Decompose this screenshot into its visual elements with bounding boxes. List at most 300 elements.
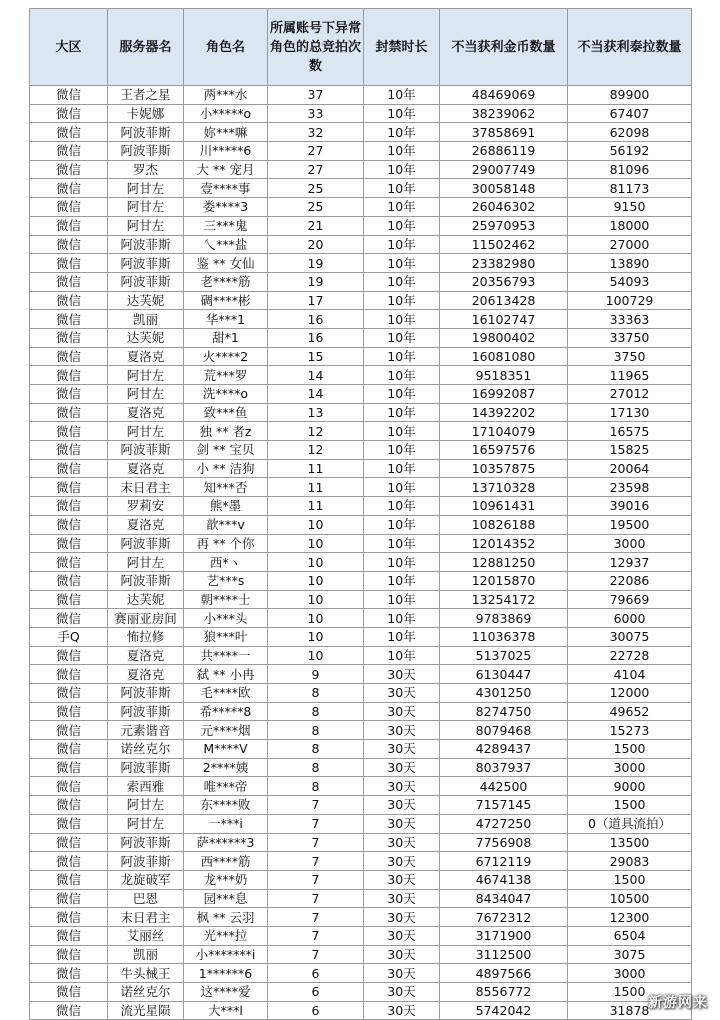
cell-gold-amount: 4289437	[440, 740, 568, 759]
table-row	[30, 160, 692, 179]
cell-tera-amount: 23598	[568, 478, 692, 497]
cell-character: 再 ** 个你	[184, 534, 268, 553]
cell-server: 王者之星	[108, 86, 184, 105]
cell-region: 微信	[30, 272, 108, 291]
cell-tera-amount: 4104	[568, 665, 692, 684]
cell-tera-amount: 13890	[568, 254, 692, 273]
cell-character: 娄****3	[184, 198, 268, 217]
table-row	[30, 441, 692, 460]
cell-tera-amount: 17130	[568, 403, 692, 422]
cell-character: 壹****事	[184, 179, 268, 198]
cell-auction-count: 19	[268, 254, 364, 273]
cell-tera-amount: 10500	[568, 889, 692, 908]
cell-server: 夏洛克	[108, 665, 184, 684]
cell-server: 阿甘左	[108, 366, 184, 385]
cell-tera-amount: 31878	[568, 1001, 692, 1020]
cell-character: 希*****8	[184, 702, 268, 721]
cell-tera-amount: 81173	[568, 179, 692, 198]
cell-gold-amount: 25970953	[440, 216, 568, 235]
table-row	[30, 328, 692, 347]
table-row	[30, 497, 692, 516]
cell-character: 小 ** 洁狗	[184, 459, 268, 478]
cell-ban-duration: 30天	[364, 740, 440, 759]
header-gold-amount: 不当获利金币数量	[440, 9, 568, 86]
cell-region: 微信	[30, 216, 108, 235]
cell-auction-count: 10	[268, 571, 364, 590]
cell-server: 索西雅	[108, 777, 184, 796]
cell-auction-count: 13	[268, 403, 364, 422]
cell-character: 弑 ** 小冉	[184, 665, 268, 684]
cell-gold-amount: 9518351	[440, 366, 568, 385]
cell-server: 凯丽	[108, 945, 184, 964]
cell-gold-amount: 20356793	[440, 272, 568, 291]
cell-auction-count: 16	[268, 328, 364, 347]
cell-server: 阿甘左	[108, 216, 184, 235]
cell-character: 小***头	[184, 609, 268, 628]
table-row	[30, 478, 692, 497]
cell-ban-duration: 10年	[364, 272, 440, 291]
cell-tera-amount: 33750	[568, 328, 692, 347]
cell-tera-amount: 22728	[568, 646, 692, 665]
cell-ban-duration: 10年	[364, 291, 440, 310]
cell-character: 碉****彬	[184, 291, 268, 310]
cell-server: 末日君主	[108, 908, 184, 927]
cell-ban-duration: 10年	[364, 553, 440, 572]
cell-auction-count: 8	[268, 740, 364, 759]
cell-region: 微信	[30, 347, 108, 366]
cell-character: 乀***盐	[184, 235, 268, 254]
cell-region: 微信	[30, 160, 108, 179]
cell-ban-duration: 30天	[364, 964, 440, 983]
table-row	[30, 814, 692, 833]
cell-character: 小*****o	[184, 104, 268, 123]
table-row	[30, 646, 692, 665]
cell-ban-duration: 10年	[364, 254, 440, 273]
cell-ban-duration: 10年	[364, 478, 440, 497]
cell-gold-amount: 48469069	[440, 86, 568, 105]
cell-server: 阿波菲斯	[108, 441, 184, 460]
cell-server: 夏洛克	[108, 646, 184, 665]
cell-ban-duration: 30天	[364, 777, 440, 796]
cell-character: 洗****o	[184, 385, 268, 404]
cell-tera-amount: 3750	[568, 347, 692, 366]
cell-tera-amount: 3000	[568, 964, 692, 983]
cell-ban-duration: 30天	[364, 926, 440, 945]
cell-auction-count: 12	[268, 441, 364, 460]
cell-gold-amount: 17104079	[440, 422, 568, 441]
cell-server: 阿甘左	[108, 422, 184, 441]
cell-tera-amount: 22086	[568, 571, 692, 590]
cell-tera-amount: 1500	[568, 740, 692, 759]
cell-gold-amount: 12015870	[440, 571, 568, 590]
cell-region: 微信	[30, 964, 108, 983]
cell-character: 共****一	[184, 646, 268, 665]
table-row	[30, 721, 692, 740]
cell-server: 阿甘左	[108, 814, 184, 833]
cell-server: 艾丽丝	[108, 926, 184, 945]
cell-character: 唯***帝	[184, 777, 268, 796]
cell-server: 阿波菲斯	[108, 684, 184, 703]
cell-gold-amount: 10357875	[440, 459, 568, 478]
cell-ban-duration: 10年	[364, 160, 440, 179]
cell-tera-amount: 6504	[568, 926, 692, 945]
cell-gold-amount: 30058148	[440, 179, 568, 198]
cell-server: 凯丽	[108, 310, 184, 329]
table-row	[30, 796, 692, 815]
header-tera-amount: 不当获利泰拉数量	[568, 9, 692, 86]
ban-list-table	[29, 8, 692, 1020]
cell-gold-amount: 13254172	[440, 590, 568, 609]
cell-character: 西*ヽ	[184, 553, 268, 572]
cell-ban-duration: 30天	[364, 870, 440, 889]
cell-tera-amount: 1500	[568, 796, 692, 815]
cell-server: 阿波菲斯	[108, 272, 184, 291]
cell-gold-amount: 38239062	[440, 104, 568, 123]
ban-list-table-container	[29, 8, 691, 1020]
table-row	[30, 908, 692, 927]
cell-auction-count: 6	[268, 964, 364, 983]
cell-character: 光***拉	[184, 926, 268, 945]
cell-auction-count: 21	[268, 216, 364, 235]
cell-gold-amount: 37858691	[440, 123, 568, 142]
cell-region: 微信	[30, 908, 108, 927]
table-row	[30, 272, 692, 291]
cell-auction-count: 7	[268, 833, 364, 852]
table-row	[30, 534, 692, 553]
cell-region: 微信	[30, 740, 108, 759]
cell-character: 枫 ** 云羽	[184, 908, 268, 927]
cell-server: 阿波菲斯	[108, 702, 184, 721]
cell-ban-duration: 10年	[364, 179, 440, 198]
cell-server: 阿波菲斯	[108, 758, 184, 777]
cell-character: 剑 ** 宝贝	[184, 441, 268, 460]
header-region: 大区	[30, 9, 108, 86]
cell-auction-count: 32	[268, 123, 364, 142]
cell-auction-count: 7	[268, 796, 364, 815]
table-header-row	[30, 9, 692, 86]
cell-character: 川*****6	[184, 142, 268, 161]
cell-tera-amount: 0（道具流拍）	[568, 814, 692, 833]
cell-gold-amount: 5137025	[440, 646, 568, 665]
cell-region: 微信	[30, 590, 108, 609]
cell-region: 微信	[30, 796, 108, 815]
cell-gold-amount: 4727250	[440, 814, 568, 833]
cell-region: 微信	[30, 814, 108, 833]
cell-region: 微信	[30, 478, 108, 497]
table-row	[30, 403, 692, 422]
cell-region: 手Q	[30, 627, 108, 646]
table-body	[30, 86, 692, 1020]
cell-region: 微信	[30, 123, 108, 142]
cell-auction-count: 11	[268, 459, 364, 478]
cell-auction-count: 10	[268, 515, 364, 534]
cell-auction-count: 27	[268, 160, 364, 179]
cell-server: 赛丽亚房间	[108, 609, 184, 628]
cell-gold-amount: 16081080	[440, 347, 568, 366]
cell-ban-duration: 30天	[364, 702, 440, 721]
table-row	[30, 459, 692, 478]
cell-ban-duration: 30天	[364, 758, 440, 777]
cell-auction-count: 7	[268, 870, 364, 889]
cell-server: 阿波菲斯	[108, 254, 184, 273]
cell-region: 微信	[30, 534, 108, 553]
cell-region: 微信	[30, 142, 108, 161]
cell-gold-amount: 5742042	[440, 1001, 568, 1020]
cell-server: 阿波菲斯	[108, 123, 184, 142]
cell-auction-count: 25	[268, 179, 364, 198]
cell-gold-amount: 20613428	[440, 291, 568, 310]
cell-character: 鉴 ** 女仙	[184, 254, 268, 273]
cell-server: 阿波菲斯	[108, 534, 184, 553]
cell-character: 西****筋	[184, 852, 268, 871]
cell-ban-duration: 10年	[364, 86, 440, 105]
cell-auction-count: 10	[268, 534, 364, 553]
cell-server: 夏洛克	[108, 347, 184, 366]
cell-tera-amount: 9150	[568, 198, 692, 217]
cell-character: 华***1	[184, 310, 268, 329]
cell-server: 夏洛克	[108, 403, 184, 422]
cell-tera-amount: 11965	[568, 366, 692, 385]
cell-ban-duration: 30天	[364, 684, 440, 703]
cell-server: 阿波菲斯	[108, 833, 184, 852]
cell-region: 微信	[30, 721, 108, 740]
cell-gold-amount: 4897566	[440, 964, 568, 983]
table-row	[30, 684, 692, 703]
cell-character: 妳***嘛	[184, 123, 268, 142]
cell-auction-count: 33	[268, 104, 364, 123]
watermark: 新游网来	[648, 995, 708, 1011]
cell-gold-amount: 6712119	[440, 852, 568, 871]
cell-gold-amount: 12014352	[440, 534, 568, 553]
cell-gold-amount: 8037937	[440, 758, 568, 777]
cell-character: 歆***v	[184, 515, 268, 534]
table-row	[30, 571, 692, 590]
cell-tera-amount: 39016	[568, 497, 692, 516]
cell-gold-amount: 16102747	[440, 310, 568, 329]
table-row	[30, 627, 692, 646]
cell-ban-duration: 30天	[364, 908, 440, 927]
cell-region: 微信	[30, 870, 108, 889]
cell-region: 微信	[30, 777, 108, 796]
cell-server: 罗莉安	[108, 497, 184, 516]
cell-character: 大***l	[184, 1001, 268, 1020]
table-row	[30, 366, 692, 385]
cell-auction-count: 7	[268, 814, 364, 833]
cell-tera-amount: 1500	[568, 983, 692, 1002]
cell-server: 元素谐音	[108, 721, 184, 740]
cell-ban-duration: 10年	[364, 441, 440, 460]
cell-tera-amount: 54093	[568, 272, 692, 291]
cell-auction-count: 10	[268, 627, 364, 646]
cell-region: 微信	[30, 328, 108, 347]
table-row	[30, 852, 692, 871]
cell-gold-amount: 4674138	[440, 870, 568, 889]
table-row	[30, 758, 692, 777]
cell-gold-amount: 26886119	[440, 142, 568, 161]
cell-auction-count: 8	[268, 758, 364, 777]
cell-ban-duration: 30天	[364, 833, 440, 852]
cell-character: 一***i	[184, 814, 268, 833]
cell-region: 微信	[30, 852, 108, 871]
cell-server: 达芙妮	[108, 328, 184, 347]
cell-ban-duration: 30天	[364, 721, 440, 740]
table-row	[30, 422, 692, 441]
cell-region: 微信	[30, 684, 108, 703]
cell-character: 熊*墨	[184, 497, 268, 516]
cell-gold-amount: 16992087	[440, 385, 568, 404]
cell-tera-amount: 3000	[568, 758, 692, 777]
cell-gold-amount: 8434047	[440, 889, 568, 908]
cell-tera-amount: 6000	[568, 609, 692, 628]
cell-tera-amount: 3000	[568, 534, 692, 553]
cell-region: 微信	[30, 833, 108, 852]
cell-auction-count: 8	[268, 684, 364, 703]
cell-tera-amount: 19500	[568, 515, 692, 534]
cell-server: 罗杰	[108, 160, 184, 179]
table-row	[30, 347, 692, 366]
cell-character: 独 ** 者z	[184, 422, 268, 441]
cell-region: 微信	[30, 403, 108, 422]
table-row	[30, 926, 692, 945]
cell-server: 诺丝克尔	[108, 983, 184, 1002]
cell-tera-amount: 33363	[568, 310, 692, 329]
cell-region: 微信	[30, 609, 108, 628]
cell-character: 龙***奶	[184, 870, 268, 889]
table-row	[30, 515, 692, 534]
cell-ban-duration: 30天	[364, 852, 440, 871]
cell-region: 微信	[30, 926, 108, 945]
cell-server: 流光星陨	[108, 1001, 184, 1020]
header-ban-duration: 封禁时长	[364, 9, 440, 86]
header-character: 角色名	[184, 9, 268, 86]
cell-server: 巴恩	[108, 889, 184, 908]
cell-auction-count: 7	[268, 889, 364, 908]
cell-character: 1******6	[184, 964, 268, 983]
cell-tera-amount: 62098	[568, 123, 692, 142]
cell-tera-amount: 100729	[568, 291, 692, 310]
cell-tera-amount: 16575	[568, 422, 692, 441]
cell-auction-count: 8	[268, 721, 364, 740]
table-row	[30, 740, 692, 759]
cell-region: 微信	[30, 758, 108, 777]
cell-server: 阿甘左	[108, 198, 184, 217]
table-row	[30, 665, 692, 684]
cell-ban-duration: 30天	[364, 665, 440, 684]
cell-ban-duration: 10年	[364, 403, 440, 422]
cell-region: 微信	[30, 441, 108, 460]
cell-server: 诺丝克尔	[108, 740, 184, 759]
table-row	[30, 833, 692, 852]
cell-ban-duration: 10年	[364, 646, 440, 665]
cell-gold-amount: 11036378	[440, 627, 568, 646]
cell-region: 微信	[30, 945, 108, 964]
cell-region: 微信	[30, 459, 108, 478]
cell-region: 微信	[30, 983, 108, 1002]
cell-ban-duration: 10年	[364, 627, 440, 646]
cell-ban-duration: 30天	[364, 889, 440, 908]
cell-gold-amount: 13710328	[440, 478, 568, 497]
cell-auction-count: 6	[268, 983, 364, 1002]
cell-tera-amount: 27000	[568, 235, 692, 254]
table-row	[30, 553, 692, 572]
cell-gold-amount: 10961431	[440, 497, 568, 516]
cell-tera-amount: 3075	[568, 945, 692, 964]
cell-character: 老****筋	[184, 272, 268, 291]
cell-ban-duration: 10年	[364, 310, 440, 329]
cell-gold-amount: 12881250	[440, 553, 568, 572]
cell-character: M****V	[184, 740, 268, 759]
cell-tera-amount: 15273	[568, 721, 692, 740]
cell-ban-duration: 10年	[364, 366, 440, 385]
cell-ban-duration: 10年	[364, 590, 440, 609]
cell-ban-duration: 10年	[364, 347, 440, 366]
cell-auction-count: 14	[268, 385, 364, 404]
cell-ban-duration: 30天	[364, 983, 440, 1002]
cell-tera-amount: 89900	[568, 86, 692, 105]
cell-tera-amount: 15825	[568, 441, 692, 460]
table-row	[30, 590, 692, 609]
cell-gold-amount: 7157145	[440, 796, 568, 815]
cell-character: 东****败	[184, 796, 268, 815]
cell-ban-duration: 10年	[364, 328, 440, 347]
cell-ban-duration: 10年	[364, 235, 440, 254]
cell-character: 萨******3	[184, 833, 268, 852]
cell-region: 微信	[30, 104, 108, 123]
cell-tera-amount: 79669	[568, 590, 692, 609]
cell-auction-count: 37	[268, 86, 364, 105]
cell-character: 园***息	[184, 889, 268, 908]
cell-tera-amount: 81096	[568, 160, 692, 179]
cell-gold-amount: 23382980	[440, 254, 568, 273]
cell-region: 微信	[30, 310, 108, 329]
cell-region: 微信	[30, 422, 108, 441]
cell-ban-duration: 10年	[364, 497, 440, 516]
cell-tera-amount: 12000	[568, 684, 692, 703]
cell-gold-amount: 7672312	[440, 908, 568, 927]
cell-character: 知***否	[184, 478, 268, 497]
table-row	[30, 104, 692, 123]
cell-server: 阿波菲斯	[108, 852, 184, 871]
cell-character: 甜*1	[184, 328, 268, 347]
cell-auction-count: 6	[268, 1001, 364, 1020]
cell-server: 阿波菲斯	[108, 235, 184, 254]
table-row	[30, 179, 692, 198]
cell-region: 微信	[30, 889, 108, 908]
table-row	[30, 777, 692, 796]
cell-tera-amount: 30075	[568, 627, 692, 646]
cell-character: 毛****欧	[184, 684, 268, 703]
cell-tera-amount: 27012	[568, 385, 692, 404]
cell-gold-amount: 442500	[440, 777, 568, 796]
cell-region: 微信	[30, 235, 108, 254]
cell-server: 阿甘左	[108, 796, 184, 815]
cell-server: 达芙妮	[108, 590, 184, 609]
cell-tera-amount: 12937	[568, 553, 692, 572]
cell-tera-amount: 49652	[568, 702, 692, 721]
cell-auction-count: 7	[268, 926, 364, 945]
table-row	[30, 385, 692, 404]
cell-ban-duration: 30天	[364, 945, 440, 964]
cell-ban-duration: 10年	[364, 385, 440, 404]
cell-tera-amount: 56192	[568, 142, 692, 161]
cell-ban-duration: 10年	[364, 216, 440, 235]
cell-auction-count: 10	[268, 609, 364, 628]
cell-character: 朝****士	[184, 590, 268, 609]
table-row	[30, 889, 692, 908]
cell-ban-duration: 10年	[364, 422, 440, 441]
cell-ban-duration: 10年	[364, 104, 440, 123]
cell-region: 微信	[30, 254, 108, 273]
